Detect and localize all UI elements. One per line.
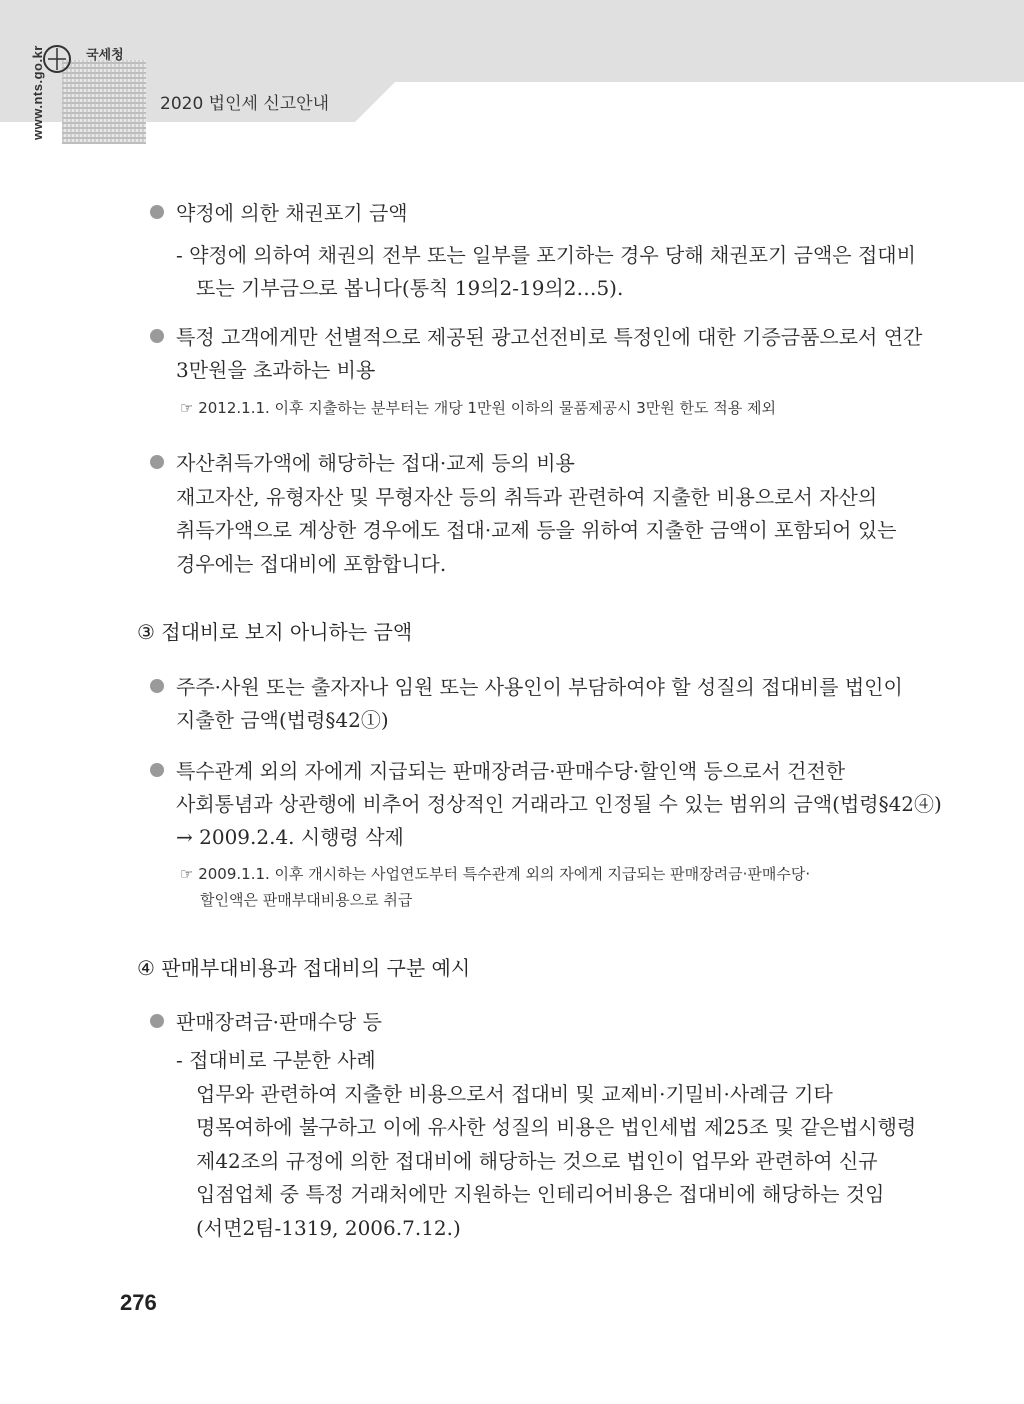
bullet-text-continued: 지출한 금액(법령§42①) [176, 708, 389, 732]
paragraph-line: 취득가액으로 계상한 경우에도 접대·교제 등을 위하여 지출한 금액이 포함되어 있는 [176, 518, 897, 542]
paragraph-line: 제42조의 규정에 의한 접대비에 해당하는 것으로 법인이 업무와 관련하여 신규 [196, 1149, 878, 1173]
bullet-circle [150, 205, 164, 219]
bullet-circle [150, 679, 164, 693]
bullet-title: 판매장려금·판매수당 등 [176, 1010, 382, 1034]
bullet-text-continued: 사회통념과 상관행에 비추어 정상적인 거래라고 인정될 수 있는 범위의 금액(법령§42④) [176, 792, 942, 816]
bullet-text: 주주·사원 또는 출자자나 임원 또는 사용인이 부담하여야 할 성질의 접대비를 법인이 [176, 675, 903, 699]
bullet-title: 자산취득가액에 해당하는 접대·교제 등의 비용 [176, 451, 575, 475]
bullet-circle [150, 1014, 164, 1028]
qr-code [62, 60, 146, 144]
reference-note: ☞ 2012.1.1. 이후 지출하는 분부터는 개당 1만원 이하의 물품제공시 3만원 한도 적용 제외 [180, 399, 777, 417]
page-header [0, 0, 1024, 140]
bullet-text: 특정 고객에게만 선별적으로 제공된 광고선전비로 특정인에 대한 기증금품으로서 연간 [176, 325, 923, 349]
bullet-circle [150, 455, 164, 469]
bullet-circle [150, 763, 164, 777]
paragraph-line: 경우에는 접대비에 포함합니다. [176, 552, 447, 576]
paragraph-line: 업무와 관련하여 지출한 비용으로서 접대비 및 교제비·기밀비·사례금 기타 [196, 1082, 833, 1106]
paragraph-line: 입점업체 중 특정 거래처에만 지원하는 인테리어비용은 접대비에 해당하는 것임 [196, 1182, 885, 1206]
dash-item-continued: 또는 기부금으로 봅니다(통칙 19의2-19의2…5). [196, 276, 624, 300]
reference-note: ☞ 2009.1.1. 이후 개시하는 사업연도부터 특수관계 외의 자에게 지급되는 판매장려금·판매수당· [180, 865, 811, 883]
section-heading-4: ④ 판매부대비용과 접대비의 구분 예시 [137, 956, 471, 980]
agency-name: 국세청 [86, 48, 124, 63]
dash-item: - 접대비로 구분한 사례 [176, 1048, 376, 1072]
paragraph-line: 명목여하에 불구하고 이에 유사한 성질의 비용은 법인세법 제25조 및 같은법시행령 [196, 1115, 917, 1139]
site-url-vertical: www.nts.go.kr [30, 45, 45, 140]
paragraph-line: (서면2팀-1319, 2006.7.12.) [196, 1216, 461, 1240]
header-band-shape [0, 0, 1024, 140]
bullet-text: 특수관계 외의 자에게 지급되는 판매장려금·판매수당·할인액 등으로서 건전한 [176, 759, 846, 783]
reference-note-continued: 할인액은 판매부대비용으로 취급 [200, 891, 413, 909]
bullet-title: 약정에 의한 채권포기 금액 [176, 201, 408, 225]
document-title: 2020 법인세 신고안내 [160, 94, 330, 114]
dash-item: - 약정에 의하여 채권의 전부 또는 일부를 포기하는 경우 당해 채권포기 금액은 접대비 [176, 243, 916, 267]
bullet-text-continued: → 2009.2.4. 시행령 삭제 [176, 825, 404, 849]
bullet-circle [150, 329, 164, 343]
kor-logo-icon [42, 44, 72, 74]
bullet-text-continued: 3만원을 초과하는 비용 [176, 358, 376, 382]
page-number: 276 [120, 1290, 157, 1315]
section-heading-3: ③ 접대비로 보지 아니하는 금액 [137, 620, 413, 644]
paragraph-line: 재고자산, 유형자산 및 무형자산 등의 취득과 관련하여 지출한 비용으로서 자산의 [176, 485, 878, 509]
